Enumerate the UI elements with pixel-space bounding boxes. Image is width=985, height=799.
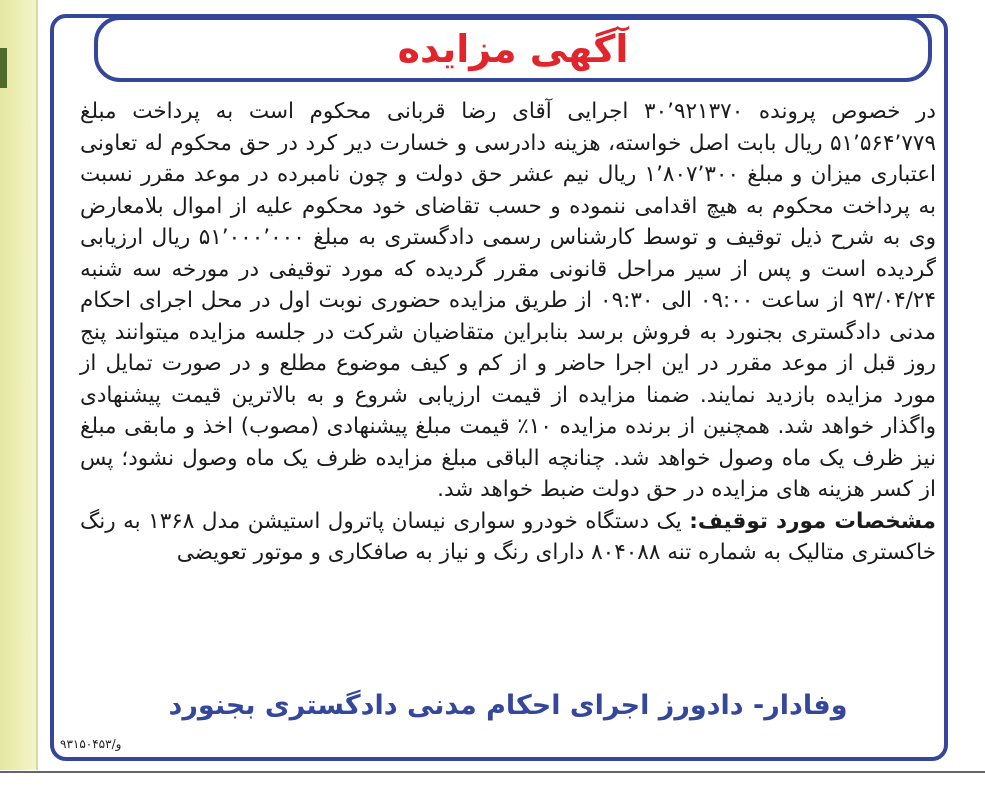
seized-item-spec [80, 506, 936, 569]
seized-item-label: مشخصات مورد توقیف: [689, 508, 936, 534]
seized-item-text: یک دستگاه خودرو سواری نیسان پاترول استیشن مدل ۱۳۶۸ به رنگ خاکستری متالیک به شماره تنه ۸۰۴۰۸۸ دارای رنگ و نیاز به صافکاری و موتور تعویضی [80, 508, 936, 565]
reference-code: و/۹۳۱۵۰۴۵۳ [60, 737, 122, 751]
notice-title: آگهی مزایده [397, 27, 629, 71]
left-margin-strip [0, 0, 36, 770]
left-margin-mark [0, 48, 7, 88]
notice-body [80, 96, 936, 569]
left-margin-edge [36, 0, 38, 770]
bottom-rule [0, 771, 985, 773]
signature: وفادار- دادورز اجرای احکام مدنی دادگستری بجنورد [168, 690, 848, 721]
title-banner [94, 16, 932, 82]
notice-paragraph: در خصوص پرونده ۳۰٬۹۲۱۳۷۰ اجرایی آقای رضا قربانی محکوم است به پرداخت مبلغ ۵۱٬۵۶۴٬۷۷۹ ریال بابت اصل خواسته، هزینه دادرسی و خسارت دیر کرد در حق محکوم له تعاونی اعتباری میزان و مبلغ ۱٬۸۰۷٬۳۰۰ ریال نیم عشر حق دولت و چون نامبرده در موعد مقرر نسبت به پرداخت محکوم به هیچ اقدامی ننموده و حسب تقاضای خود محکوم علیه از اموال بلامعارض وی به شرح ذیل توقیف و توسط کارشناس رسمی دادگستری به مبلغ ۵۱٬۰۰۰٬۰۰۰ ریال ارزیابی گردیده است و پس از سیر مراحل قانونی مقرر گردیده که مورد توقیفی در مورخه سه شنبه ۹۳/۰۴/۲۴ از ساعت ۰۹:۰۰ الی ۰۹:۳۰ از طریق مزایده حضوری نوبت اول در محل اجرای احکام مدنی دادگستری بجنورد به فروش برسد بنابراین متقاضیان شرکت در جلسه مزایده میتوانند پنج روز قبل از موعد مقرر در این اجرا حاضر و از کم و کیف موضوع مطلع و در صورت تمایل از مورد مزایده بازدید نمایند. ضمنا مزایده از قیمت ارزیابی شروع و به بالاترین قیمت پیشنهادی واگذار خواهد شد. همچنین از برنده مزایده ۱۰٪ قیمت مبلغ پیشنهادی (مصوب) اخذ و مابقی مبلغ نیز ظرف یک ماه وصول خواهد شد. چنانچه الباقی مبلغ مزایده ظرف یک ماه وصول نشود؛ پس از کسر هزینه های مزایده در حق دولت ضبط خواهد شد. [80, 99, 937, 502]
